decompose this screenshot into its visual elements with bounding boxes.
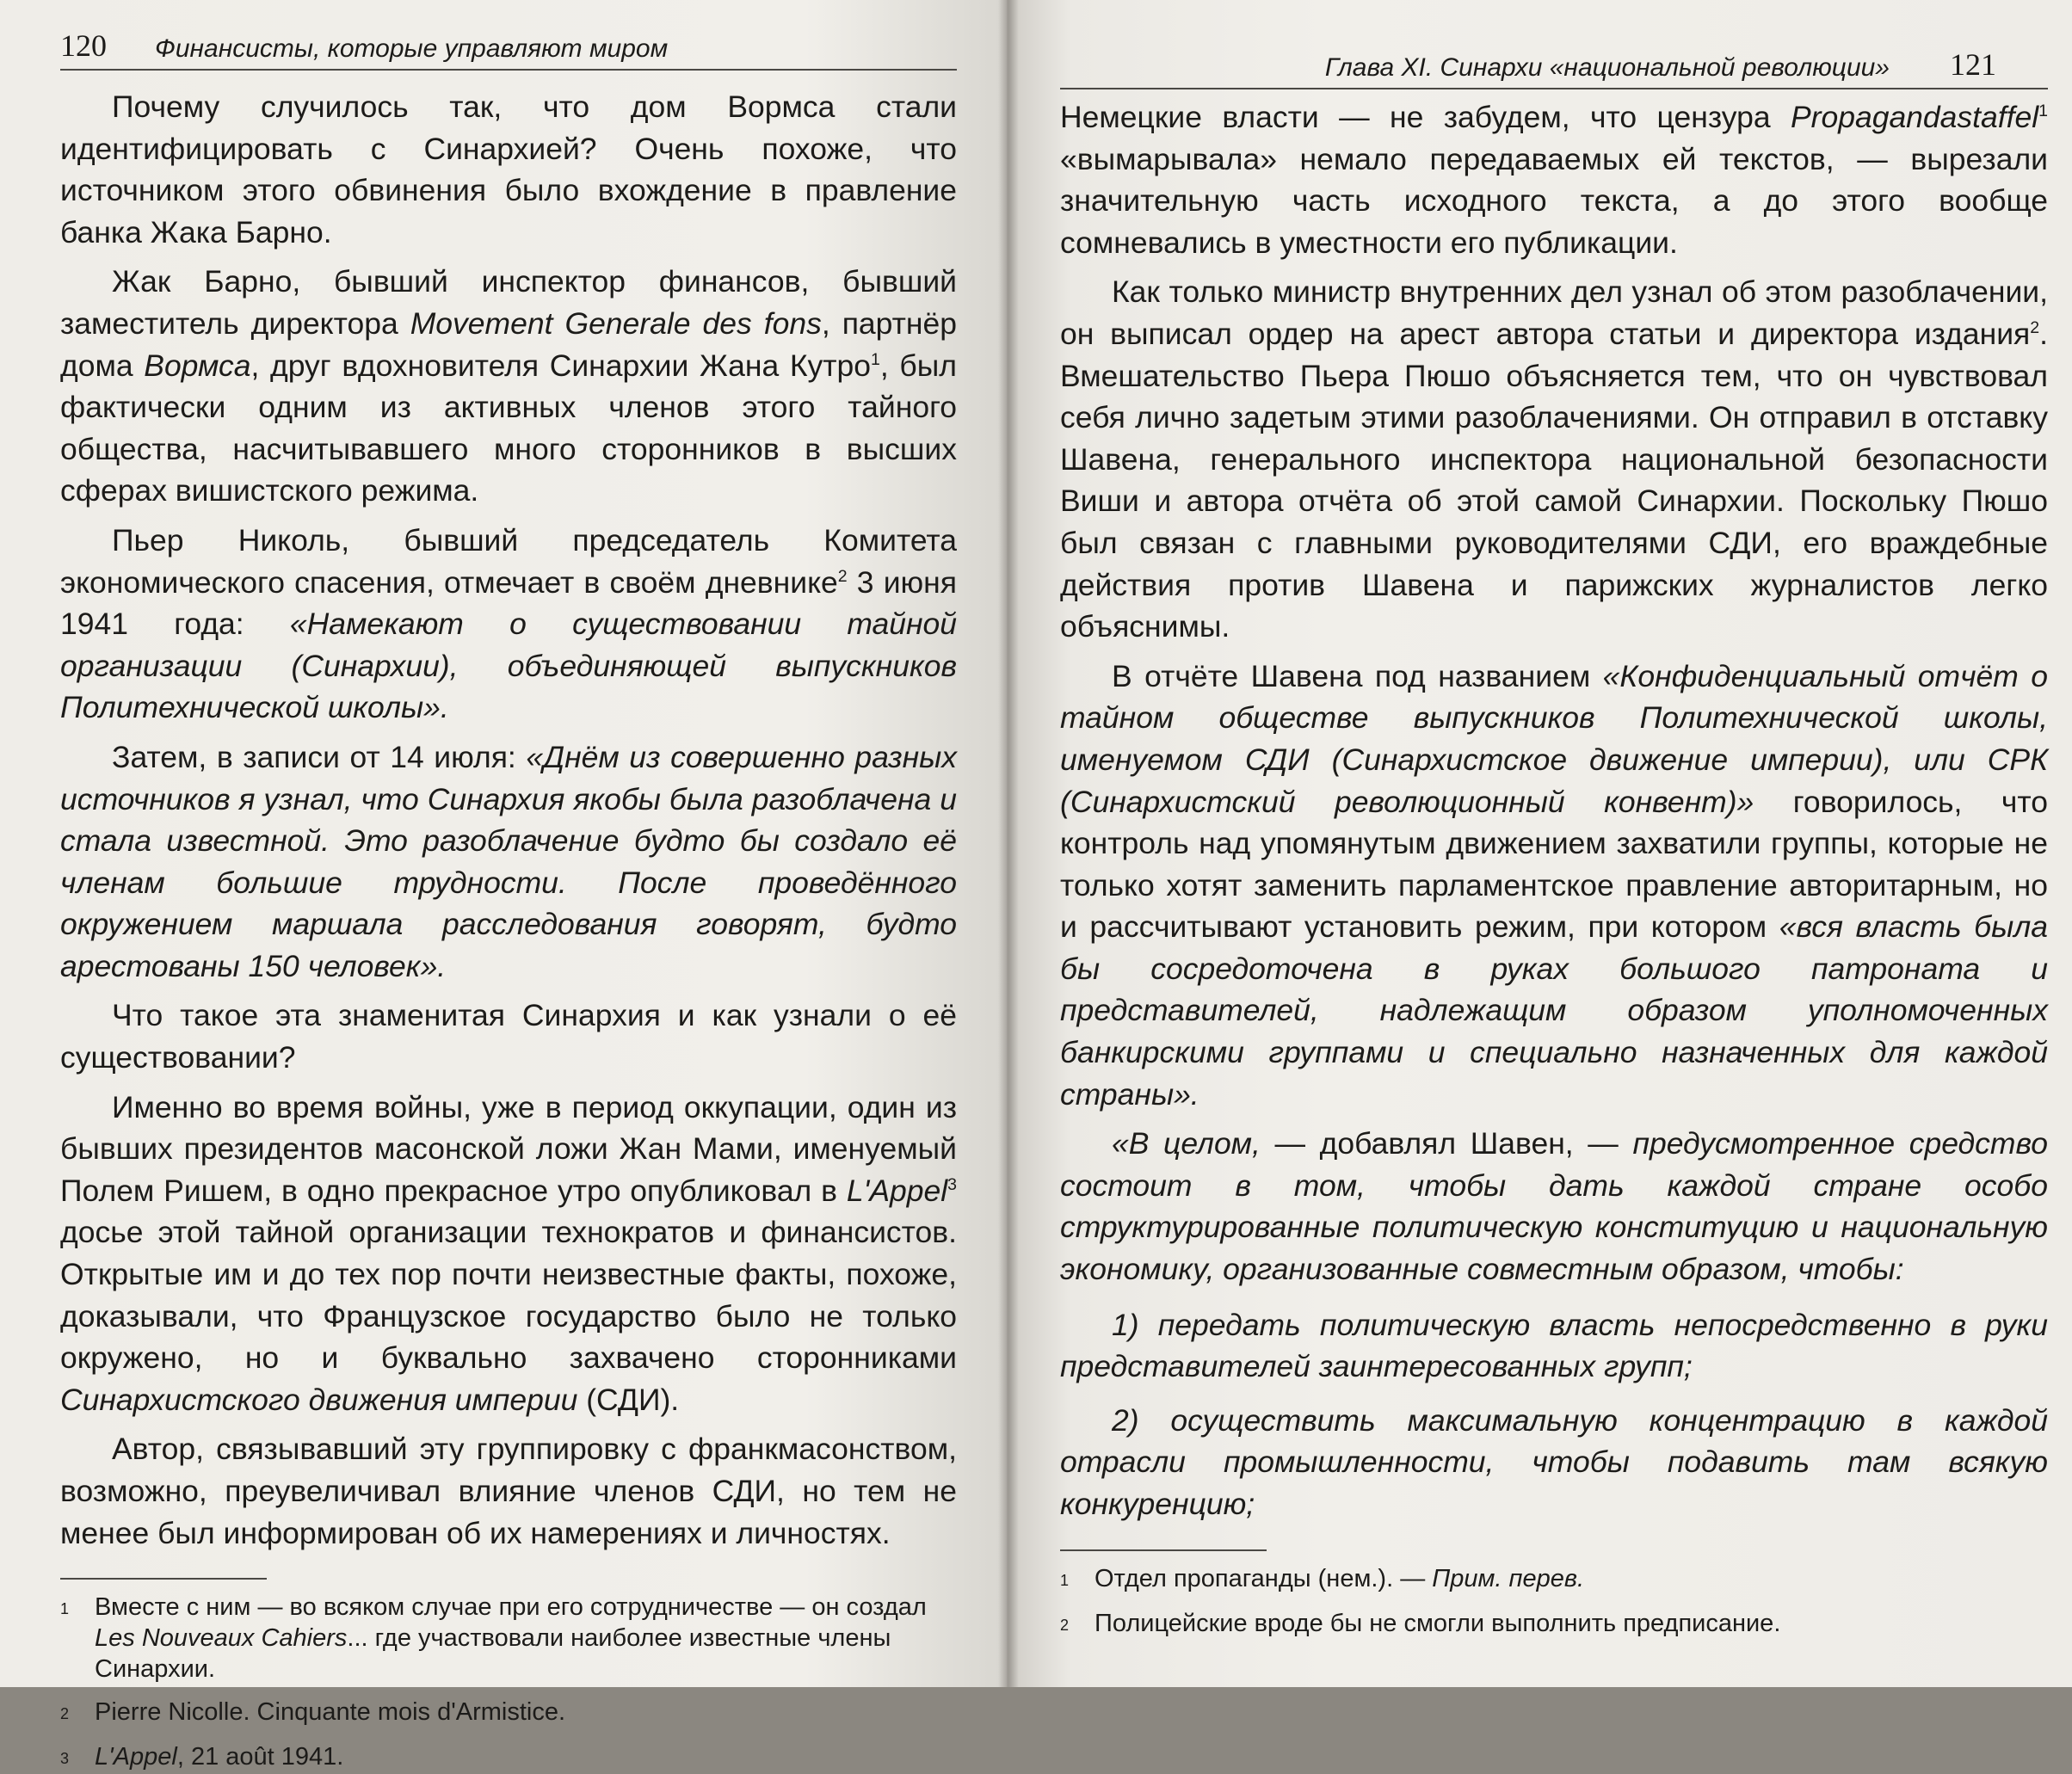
text-span: Жак Барно, бывший инспектор финансов, бывший заместитель директора: [60, 264, 957, 341]
paragraph: [1060, 1400, 2048, 1525]
footnote: [60, 1741, 957, 1774]
footnote-mark: 1: [1060, 1571, 1070, 1589]
footnote-text: [1095, 1563, 2048, 1596]
text-span: Полицейские вроде бы не смогли выполнить предписание.: [1095, 1609, 1781, 1637]
paragraph: [60, 1428, 957, 1554]
italic-span: 1) передать политическую власть непосредственно в руки представителей заинтересованных групп;: [1060, 1307, 2048, 1384]
text-span: Именно во время войны, уже в период оккупации, один из бывших президентов масонской ложи Жан Мами, именуемый Полем Ришем, в одно прекрасное утро опубликовал в: [60, 1089, 957, 1208]
paragraph: [60, 995, 957, 1078]
text-span: Вместе с ним — во всяком случае при его сотрудничестве — он создал: [95, 1593, 927, 1622]
paragraph: [60, 1087, 957, 1421]
right-page: [1007, 0, 2072, 1687]
italic-span: Прим. перев.: [1432, 1564, 1585, 1592]
paragraph: [60, 261, 957, 512]
text-span: , друг вдохновителя Синархии Жана Кутро: [250, 348, 872, 383]
footnote-ref: 3: [947, 1175, 957, 1195]
text-span: Затем, в записи от 14 июля:: [112, 739, 527, 774]
text-span: Автор, связывавший эту группировку с франкмасонством, возможно, преувеличивал влияние членов СДИ, но тем не менее был информирован об их намерениях и личностях.: [60, 1432, 957, 1550]
text-span: Пьер Николь, бывший председатель Комитета экономического спасения, отмечает в своём дневнике: [60, 522, 957, 600]
text-span: В отчёте Шавена под названием: [1112, 658, 1603, 693]
italic-span: Les Nouveaux Cahiers: [95, 1624, 348, 1653]
right-body-text: [1060, 96, 2048, 1525]
text-span: (СДИ).: [577, 1382, 680, 1417]
paragraph: [60, 520, 957, 729]
left-page-header: [60, 0, 957, 71]
running-head: Глава XI. Синархи «национальной революции»: [1324, 53, 1890, 82]
footnote-text: [95, 1697, 957, 1729]
paragraph: [1060, 1304, 2048, 1388]
text-span: Pierre Nicolle. Cinquante mois d'Armistice.: [95, 1698, 566, 1727]
page-number: 121: [1950, 47, 1996, 82]
footnote-separator: [1060, 1549, 1267, 1551]
text-span: . Вмешательство Пьера Пюшо объясняется тем, что он чувствовал себя лично задетым этими разоблачениями. Он отправил в отставку Шавена, генерального инспектора национальной безопасности Виши и автора отчёта об этой самой Синархии. Поскольку Пюшо был связан с главными руководителями СДИ, его враждебные действия против Шавена и парижских журналистов легко объяснимы.: [1060, 316, 2048, 644]
paragraph: [60, 86, 957, 253]
footnote-ref: 2: [837, 566, 848, 586]
footnote: [1060, 1563, 2048, 1596]
footnote-text: [1095, 1608, 2048, 1641]
left-page: [0, 0, 1007, 1771]
paragraph: [60, 736, 957, 988]
paragraph: [1060, 96, 2048, 263]
italic-span: Вормса: [144, 348, 251, 383]
text-span: «вымарывала» немало передаваемых ей текстов, — вырезали значительную часть исходного текста, а до этого вообще сомневались в уместности его публикации.: [1060, 141, 2048, 260]
italic-span: «Днём из совершенно разных источников я узнал, что Синархия якобы была разоблачена и стала известной. Это разоблачение будто бы создало её членам большие трудности. После проведённого окружением маршала расследования говорят, будто арестованы 150 человек».: [60, 739, 957, 983]
footnote-text: [95, 1741, 957, 1774]
text-span: — добавлял Шавен, —: [1260, 1126, 1633, 1161]
right-page-header: [1060, 0, 2048, 89]
italic-span: Propagandastaffel: [1790, 100, 2039, 134]
running-head: Финансисты, которые управляют миром: [155, 34, 669, 63]
text-span: , был фактически одним из активных членов этого тайного общества, насчитывавшего много сторонников в высших сферах вишистского режима.: [60, 348, 957, 508]
italic-span: Синархистского движения империи: [60, 1382, 578, 1417]
italic-span: 2) осуществить максимальную концентрацию в каждой отрасли промышленности, чтобы подавить там всякую конкуренцию;: [1060, 1402, 2048, 1521]
footnote-ref: 1: [2038, 102, 2048, 121]
footnote: [1060, 1608, 2048, 1641]
text-span: Что такое эта знаменитая Синархия и как узнали о её существовании?: [60, 998, 957, 1075]
italic-span: L'Appel: [846, 1173, 948, 1208]
italic-span: Movement Generale des fons: [410, 305, 822, 341]
footnote-text: [95, 1592, 957, 1685]
text-span: Как только министр внутренних дел узнал об этом разоблачении, он выписал ордер на арест автора статьи и директора издания: [1060, 274, 2048, 351]
footnote: [60, 1592, 957, 1685]
paragraph: [1060, 656, 2048, 1116]
text-span: досье этой тайной организации технократов и финансистов. Открытые им и до тех пор почти неизвестные факты, похоже, доказывали, что Французское государство было не только окружено, но и буквально захвачено сторонниками: [60, 1215, 957, 1376]
italic-span: «Намекают о существовании тайной организации (Синархии), объединяющей выпускников Политехнической школы».: [60, 607, 958, 725]
italic-span: «В целом,: [1112, 1126, 1261, 1161]
left-body-text: [60, 86, 957, 1554]
footnote-mark: 2: [60, 1705, 70, 1723]
text-span: ... где участвовали наиболее известные члены Синархии.: [95, 1624, 891, 1684]
book-gutter: [998, 0, 1019, 1687]
italic-span: L'Appel: [95, 1743, 177, 1771]
paragraph: [1060, 271, 2048, 647]
right-footnotes: [1060, 1563, 2048, 1641]
left-footnotes: [60, 1592, 957, 1774]
footnote-mark: 3: [60, 1750, 70, 1768]
text-span: Немецкие власти — не забудем, что цензура: [1060, 100, 1791, 134]
text-span: , 21 août 1941.: [176, 1743, 344, 1771]
page-number: 120: [60, 28, 107, 63]
text-span: 3 июня 1941 года:: [60, 564, 957, 642]
text-span: говорилось, что контроль над упомянутым движением захватили группы, которые не только хотят заменить парламентское правление авторитарным, но и рассчитывают установить режим, при котором: [1060, 784, 2049, 945]
footnote-mark: 2: [1060, 1616, 1070, 1634]
italic-span: предусмотренное средство состоит в том, чтобы дать каждой стране особо структурированные политическую конституцию и национальную экономику, организованные совместным образом, чтобы:: [1060, 1126, 2048, 1287]
footnote-ref: 2: [2030, 318, 2040, 338]
footnote-mark: 1: [60, 1600, 70, 1618]
footnote-separator: [60, 1578, 267, 1580]
text-span: Отдел пропаганды (нем.). —: [1095, 1564, 1433, 1592]
footnote: [60, 1697, 957, 1729]
footnote-ref: 1: [871, 349, 880, 369]
text-span: Почему случилось так, что дом Вормса стали идентифицировать с Синархией? Очень похоже, что источником этого обвинения было вхождение в правление банка Жака Барно.: [60, 89, 957, 249]
italic-span: «вся власть была бы сосредоточена в руках большого патроната и представителей, надлежащим образом уполномоченных банкирскими группами и специально назначенных для каждой страны».: [1060, 909, 2048, 1112]
text-span: , партнёр дома: [60, 305, 957, 383]
italic-span: «Конфиденциальный отчёт о тайном обществе выпускников Политехнической школы, именуемом СДИ (Синархистское движение империи), или СРК (Синархистский революционный конвент)»: [1060, 658, 2048, 819]
paragraph: [1060, 1123, 2048, 1290]
